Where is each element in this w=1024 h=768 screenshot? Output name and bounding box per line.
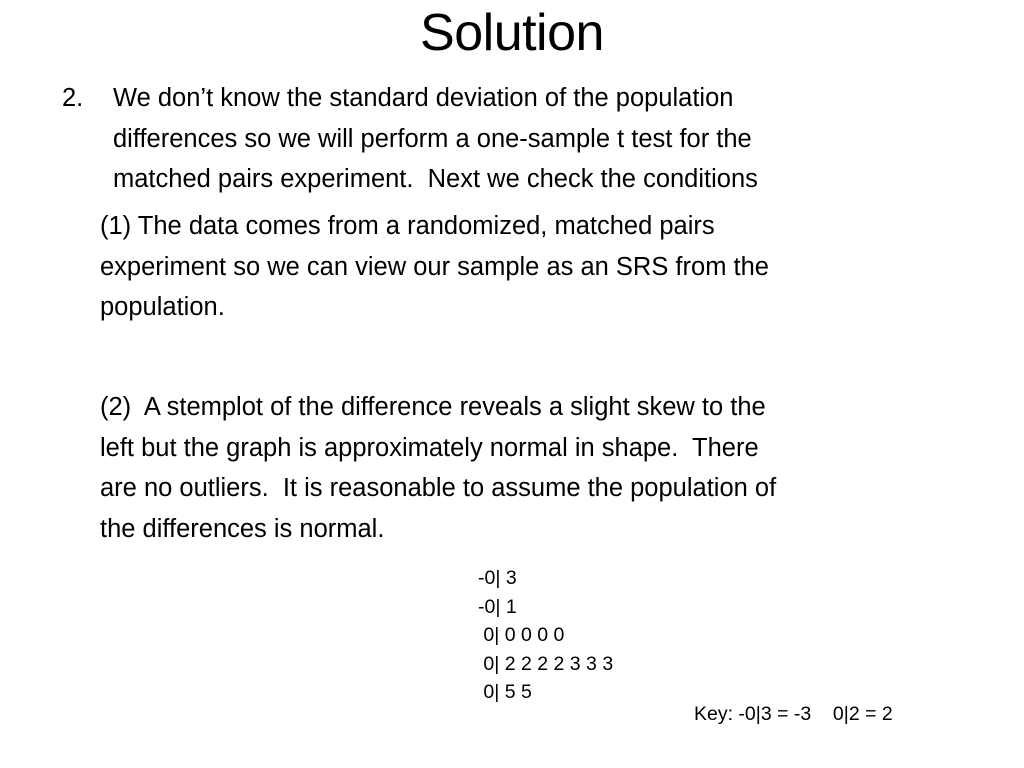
text-line: (2) A stemplot of the difference reveals a slight skew to the <box>100 393 766 421</box>
text-line: left but the graph is approximately normal in shape. There <box>100 433 759 462</box>
text-line: the differences is normal. <box>100 514 385 543</box>
text-line: population. <box>100 293 225 321</box>
list-item-number: 2. <box>62 84 84 112</box>
text-line: experiment so we can view our sample as an SRS from the <box>100 252 769 281</box>
stemplot <box>478 564 613 707</box>
stemplot-row: 0| 2 2 2 2 3 3 3 <box>478 652 614 675</box>
text-line: matched pairs experiment. Next we check the conditions <box>113 165 758 193</box>
condition-1-paragraph <box>100 206 769 328</box>
stemplot-row: 0| 0 0 0 0 <box>478 624 565 646</box>
text-line: (1) The data comes from a randomized, matched pairs <box>100 212 715 240</box>
stemplot-row: -0| 3 <box>478 567 517 589</box>
condition-2-paragraph <box>100 387 776 549</box>
stemplot-row: -0| 1 <box>478 595 517 618</box>
list-item-text <box>113 78 758 200</box>
text-line: We don’t know the standard deviation of the population <box>113 84 734 112</box>
slide-title: Solution <box>420 4 604 62</box>
stemplot-row: 0| 5 5 <box>478 681 532 703</box>
stemplot-key: Key: -0|3 = -3 0|2 = 2 <box>694 703 893 725</box>
text-line: differences so we will perform a one-sample t test for the <box>113 124 752 153</box>
text-line: are no outliers. It is reasonable to assume the population of <box>100 474 777 502</box>
